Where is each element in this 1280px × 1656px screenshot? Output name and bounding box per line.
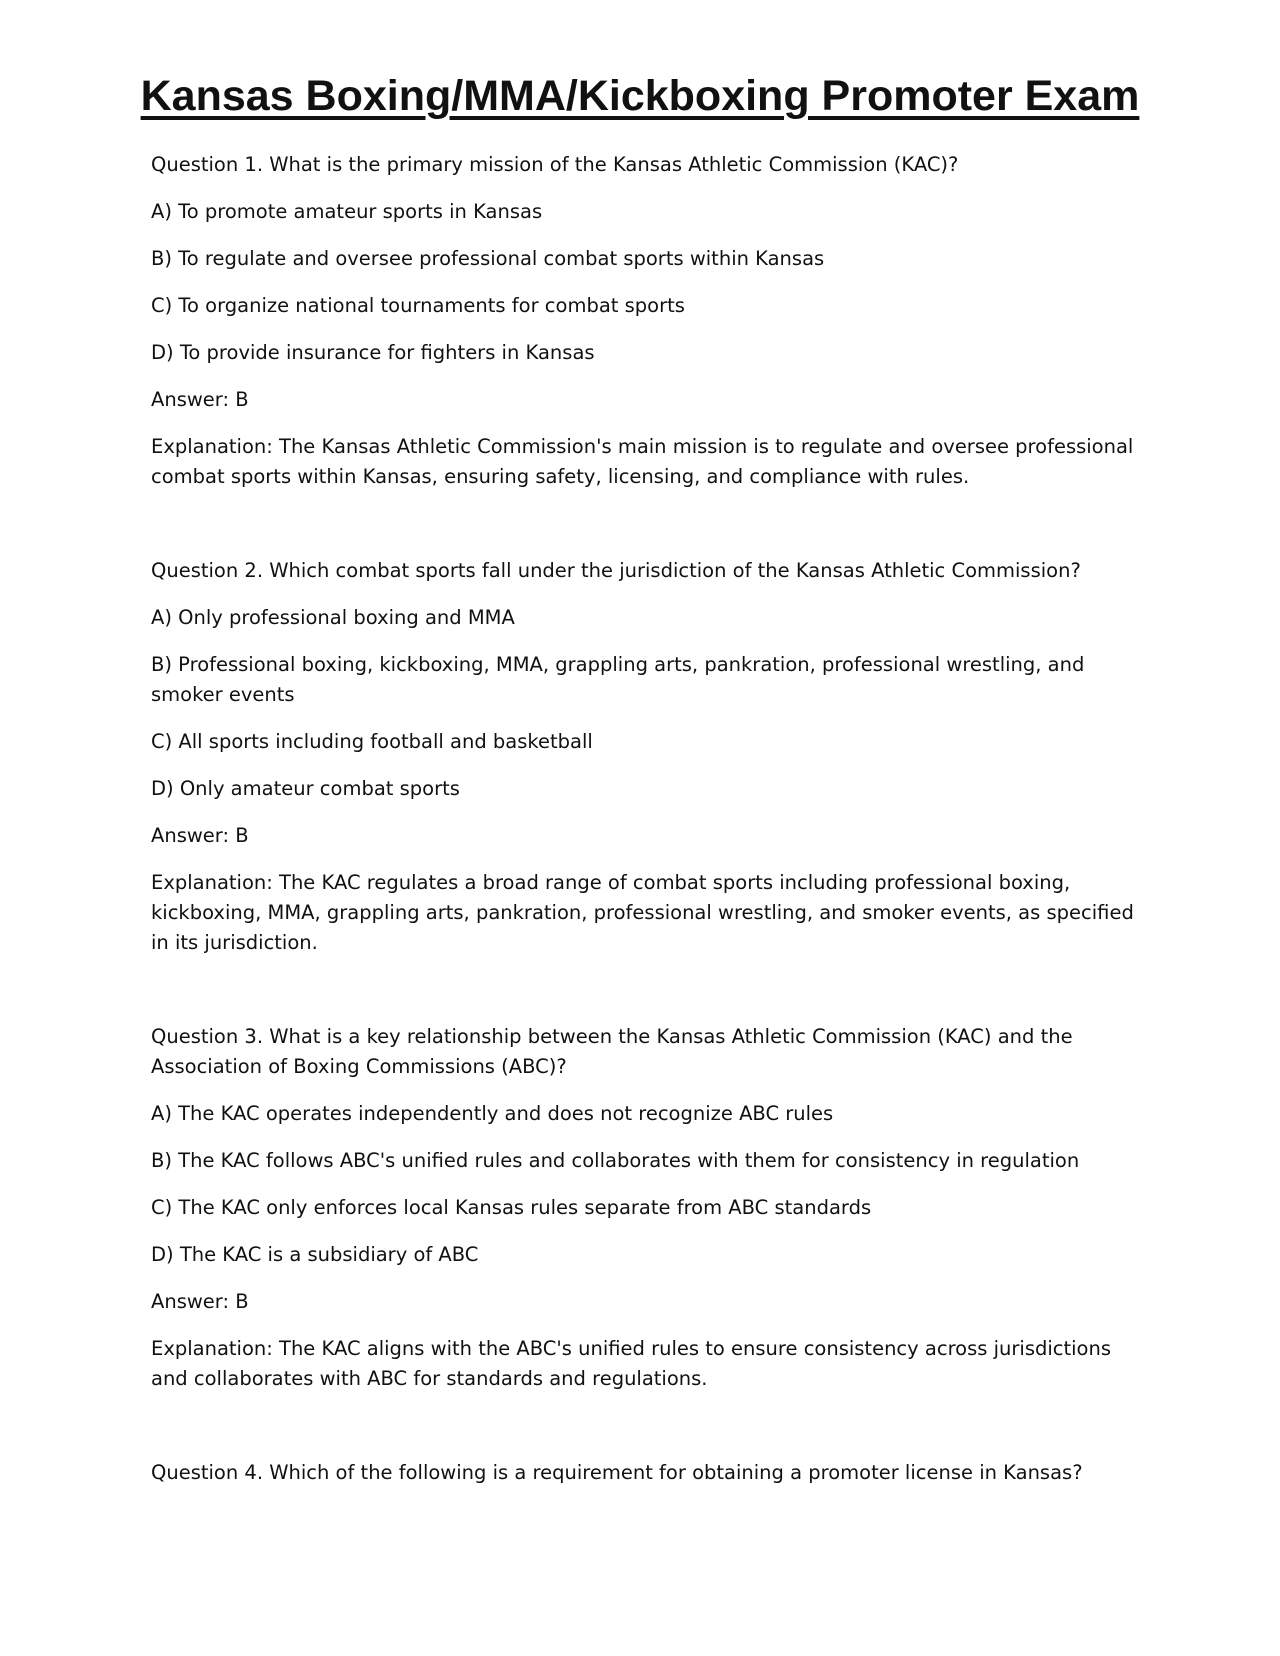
question-1-option-a: A) To promote amateur sports in Kansas	[151, 200, 543, 223]
question-3-text: Question 3. What is a key relationship between the Kansas Athletic Commission (KAC) and the Association of Boxing Commissions (ABC)?	[151, 1025, 1073, 1078]
question-3-answer: Answer: B	[151, 1290, 249, 1313]
question-2-option-d: D) Only amateur combat sports	[151, 777, 460, 800]
question-1-option-b: B) To regulate and oversee professional combat sports within Kansas	[151, 247, 825, 270]
question-1-option-d: D) To provide insurance for fighters in Kansas	[151, 341, 595, 364]
question-3-option-b: B) The KAC follows ABC's unified rules and collaborates with them for consistency in regulation	[151, 1149, 1080, 1172]
question-1-explanation: Explanation: The Kansas Athletic Commission's main mission is to regulate and oversee professional combat sports within Kansas, ensuring safety, licensing, and compliance with rules.	[151, 435, 1134, 488]
question-1-option-c: C) To organize national tournaments for combat sports	[151, 294, 685, 317]
question-3-option-d: D) The KAC is a subsidiary of ABC	[151, 1243, 479, 1266]
question-2-text: Question 2. Which combat sports fall under the jurisdiction of the Kansas Athletic Commission?	[151, 559, 1081, 582]
question-2-option-a: A) Only professional boxing and MMA	[151, 606, 515, 629]
question-1-text: Question 1. What is the primary mission of the Kansas Athletic Commission (KAC)?	[151, 153, 959, 176]
question-2-option-c: C) All sports including football and basketball	[151, 730, 593, 753]
question-3-explanation: Explanation: The KAC aligns with the ABC's unified rules to ensure consistency across jurisdictions and collaborates with ABC for standards and regulations.	[151, 1337, 1112, 1390]
page-title: Kansas Boxing/MMA/Kickboxing Promoter Exam	[140, 72, 1140, 120]
question-4-text: Question 4. Which of the following is a requirement for obtaining a promoter license in Kansas?	[151, 1461, 1083, 1484]
question-2-explanation: Explanation: The KAC regulates a broad range of combat sports including professional boxing, kickboxing, MMA, grappling arts, pankration, professional wrestling, and smoker events, as specified in its jurisdiction.	[151, 871, 1134, 954]
question-2-answer: Answer: B	[151, 824, 249, 847]
question-3-option-a: A) The KAC operates independently and does not recognize ABC rules	[151, 1102, 834, 1125]
question-2-option-b: B) Professional boxing, kickboxing, MMA, grappling arts, pankration, professional wrestling, and smoker events	[151, 653, 1085, 706]
question-1-answer: Answer: B	[151, 388, 249, 411]
question-3-option-c: C) The KAC only enforces local Kansas rules separate from ABC standards	[151, 1196, 872, 1219]
